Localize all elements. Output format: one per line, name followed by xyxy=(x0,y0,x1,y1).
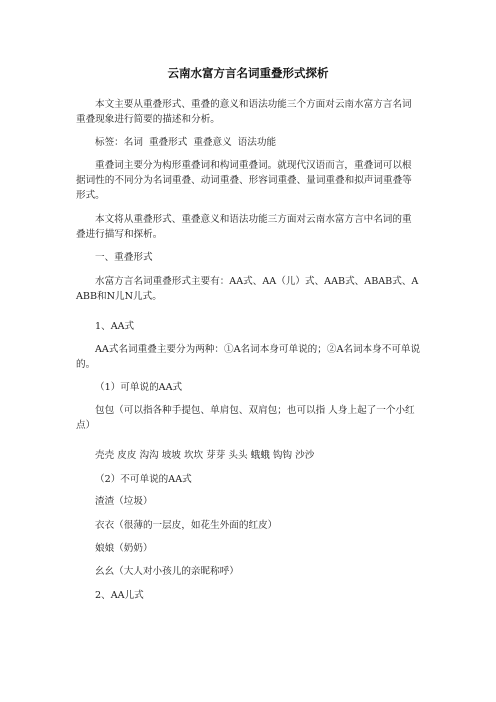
keywords-line xyxy=(76,135,421,150)
document-title: 云南水富方言名词重叠形式探析 xyxy=(167,66,329,80)
subsection-aa-heading: 1、AA式 xyxy=(95,321,135,332)
keyword-1: 名词 xyxy=(123,137,143,148)
section-1-heading: 一、重叠形式 xyxy=(95,252,153,263)
yi-example: 衣衣（很薄的一层皮，如花生外面的红皮） xyxy=(95,520,278,531)
section-1-body: 水富方言名词重叠形式主要有：AA式、AA（儿）式、AAB式、ABAB式、AABB和N儿N儿式。 xyxy=(76,276,419,302)
subsection-aa-body: AA式名词重叠主要分为两种：①A名词本身可单说的；②A名词本身不可单说的。 xyxy=(76,344,421,370)
subsection-aaer-heading: 2、AA儿式 xyxy=(95,590,144,601)
intro-paragraph-2: 本文将从重叠形式、重叠意义和语法功能三方面对云南水富方言中名词的重叠进行描写和探析。 xyxy=(76,214,412,240)
word-list: 壳壳 皮皮 沟沟 坡坡 坎坎 芽芽 头头 蛾蛾 钩钩 沙沙 xyxy=(95,450,315,461)
keywords-label: 标签： xyxy=(95,137,124,148)
keyword-2: 重叠形式 xyxy=(148,137,188,148)
case-1-heading: （1）可单说的AA式 xyxy=(95,382,183,393)
abstract-paragraph: 本文主要从重叠形式、重叠的意义和语法功能三个方面对云南水富方言名词重叠现象进行简要的描述和分析。 xyxy=(76,99,412,125)
bao-example: 包包（可以指各种手提包、单肩包、双肩包；也可以指 人身上起了一个小红点） xyxy=(76,405,415,431)
zha-example: 渣渣（垃圾） xyxy=(95,496,153,507)
niang-example: 娘娘（奶奶） xyxy=(95,543,153,554)
keyword-4: 语法功能 xyxy=(237,137,277,148)
keyword-3: 重叠意义 xyxy=(193,137,232,148)
yao-example: 幺幺（大人对小孩儿的亲昵称呼） xyxy=(95,566,239,577)
case-2-heading: （2）不可单说的AA式 xyxy=(95,474,192,485)
intro-paragraph-1: 重叠词主要分为构形重叠词和构词重叠词。就现代汉语而言，重叠词可以根据词性的不同分为名词重叠、动词重叠、形容词重叠、量词重叠和拟声词重叠等形式。 xyxy=(76,160,412,201)
